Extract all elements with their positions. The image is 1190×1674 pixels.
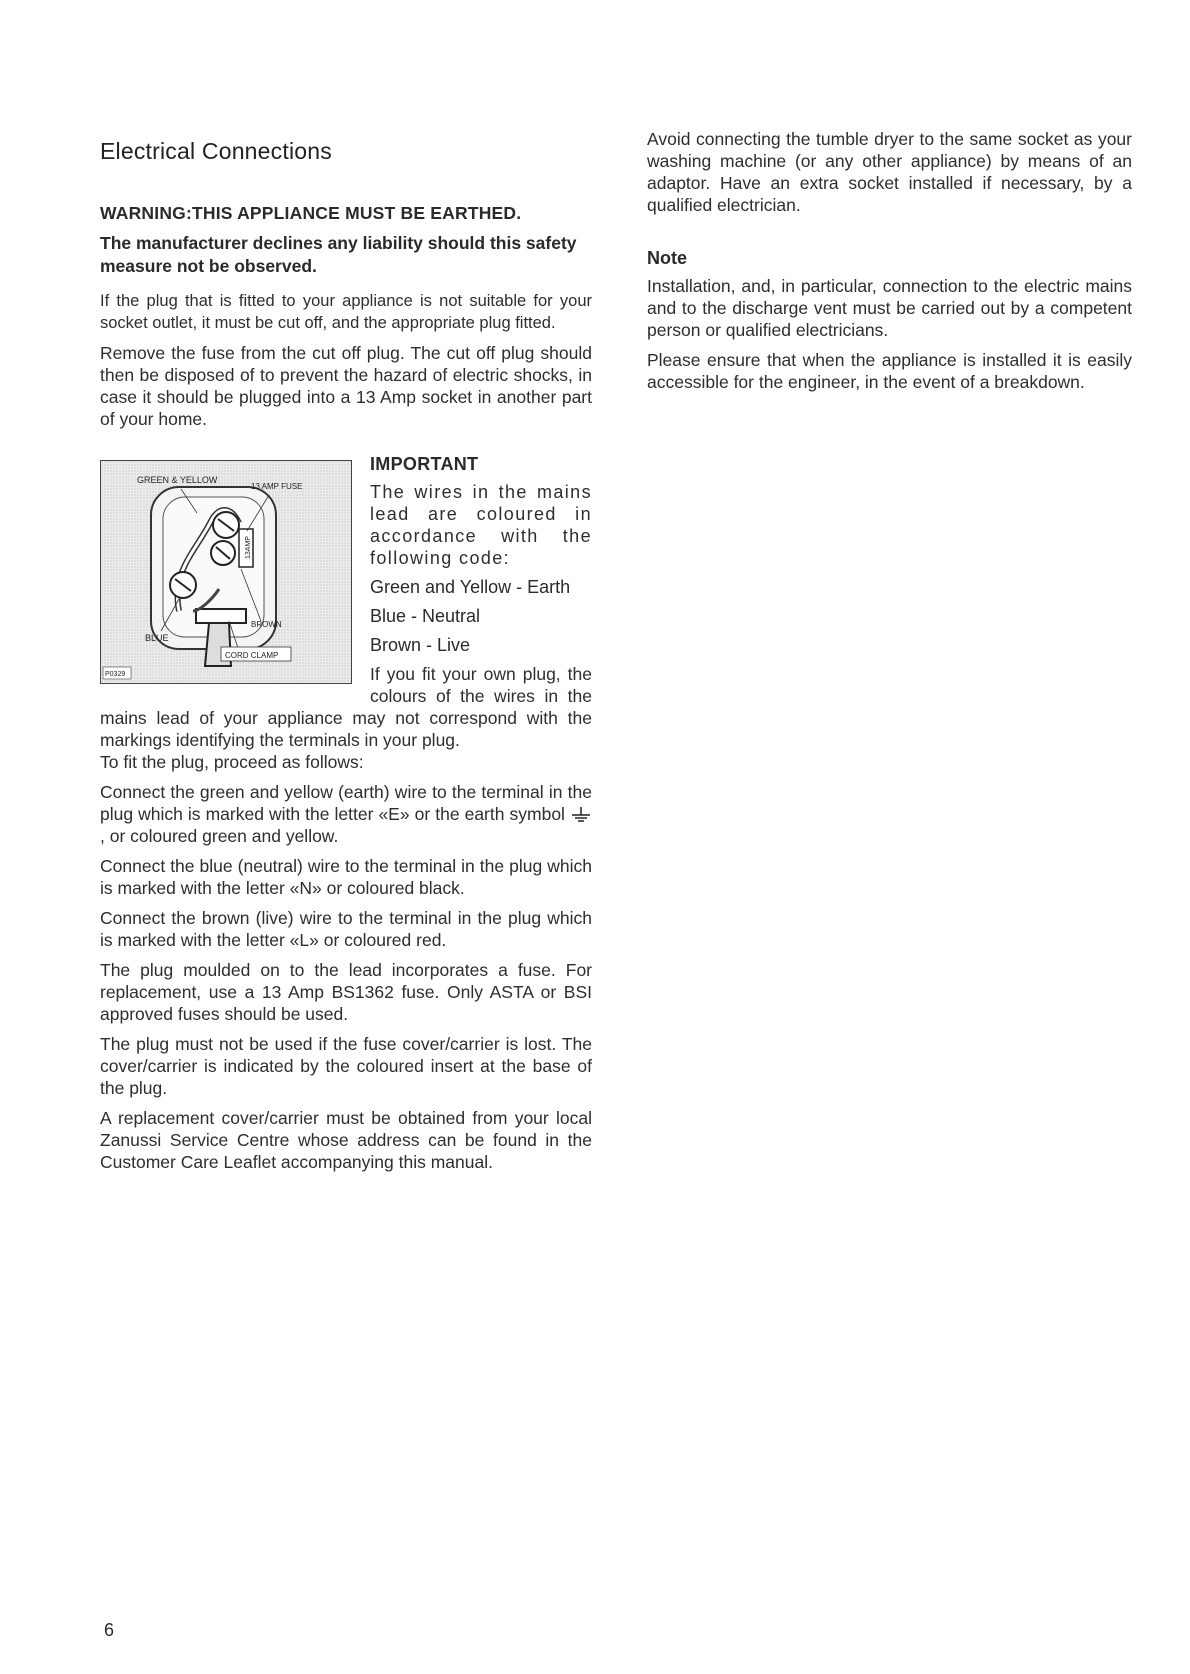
moulded-plug-fuse: The plug moulded on to the lead incorporates a fuse. For replacement, use a 13 Amp BS1362 fuse. Only ASTA or BSI approved fuses should be used. — [100, 960, 592, 1024]
para-remove-fuse: Remove the fuse from the cut off plug. The cut off plug should then be disposed of to prevent the hazard of electric shocks, in case it should be plugged into a 13 Amp socket in another part of your home. — [100, 343, 592, 429]
important-block — [100, 454, 592, 773]
note-title: Note — [647, 248, 687, 268]
label-cord-clamp: CORD CLAMP — [225, 651, 279, 660]
own-plug-note: If you fit your own plug, the colours of the wires in the mains lead of your appliance may not correspond with the markings identifying the terminals in your plug. — [100, 664, 592, 750]
code-live: Brown - Live — [370, 635, 471, 655]
adaptor-warning: Avoid connecting the tumble dryer to the same socket as your washing machine (or any other appliance) by means of an adaptor. Have an extra socket installed if necessary, by a qualified electrician. — [647, 129, 1132, 215]
note-installation: Installation, and, in particular, connection to the electric mains and to the discharge vent must be carried out by a competent person or qualified electricians. — [647, 276, 1132, 340]
connect-live: Connect the brown (live) wire to the terminal in the plug which is marked with the letter «L» or coloured red. — [100, 908, 592, 950]
important-title: IMPORTANT — [370, 454, 479, 474]
cord-clamp-shape — [196, 609, 246, 623]
fuse-body-label: 13AMP — [245, 536, 252, 559]
section-title: Electrical Connections — [100, 138, 332, 164]
liability-statement: The manufacturer declines any liability should this safety measure not be observed. — [100, 233, 577, 276]
connect-earth-text: Connect the green and yellow (earth) wire to the terminal in the plug which is marked with the letter «E» or the earth symbol — [100, 782, 592, 824]
para-plug-unsuitable: If the plug that is fitted to your appliance is not suitable for your socket outlet, it must be cut off, and the appropriate plug fitted. — [100, 292, 592, 332]
label-fuse: 13 AMP FUSE — [251, 482, 303, 491]
code-earth: Green and Yellow - Earth — [370, 577, 571, 597]
right-column — [647, 128, 1132, 401]
plug-wiring-diagram — [100, 460, 352, 684]
code-neutral: Blue - Neutral — [370, 606, 481, 626]
label-brown: BROWN — [251, 620, 282, 629]
connect-neutral: Connect the blue (neutral) wire to the terminal in the plug which is marked with the letter «N» or coloured black. — [100, 856, 592, 898]
label-figure-code: P0329 — [105, 671, 126, 678]
label-green-yellow: GREEN & YELLOW — [137, 475, 218, 485]
earth-symbol-icon — [570, 807, 592, 823]
replacement-cover: A replacement cover/carrier must be obtained from your local Zanussi Service Centre whose address can be found in the Customer Care Leaflet accompanying this manual. — [100, 1108, 592, 1172]
plug-diagram-svg — [101, 461, 351, 683]
label-blue: BLUE — [145, 633, 169, 643]
left-column — [100, 128, 592, 1181]
proceed-line: To fit the plug, proceed as follows: — [100, 752, 364, 772]
connect-earth — [100, 781, 592, 847]
important-intro: The wires in the mains lead are coloured in accordance with the following code: — [370, 482, 592, 568]
note-accessibility: Please ensure that when the appliance is installed it is easily accessible for the engineer, in the event of a breakdown. — [647, 350, 1132, 392]
cover-carrier-lost: The plug must not be used if the fuse cover/carrier is lost. The cover/carrier is indicated by the coloured insert at the base of the plug. — [100, 1034, 592, 1098]
page-number: 6 — [104, 1620, 115, 1640]
earthing-warning: WARNING:THIS APPLIANCE MUST BE EARTHED. — [100, 203, 522, 223]
connect-earth-text-end: , or coloured green and yellow. — [100, 826, 339, 846]
